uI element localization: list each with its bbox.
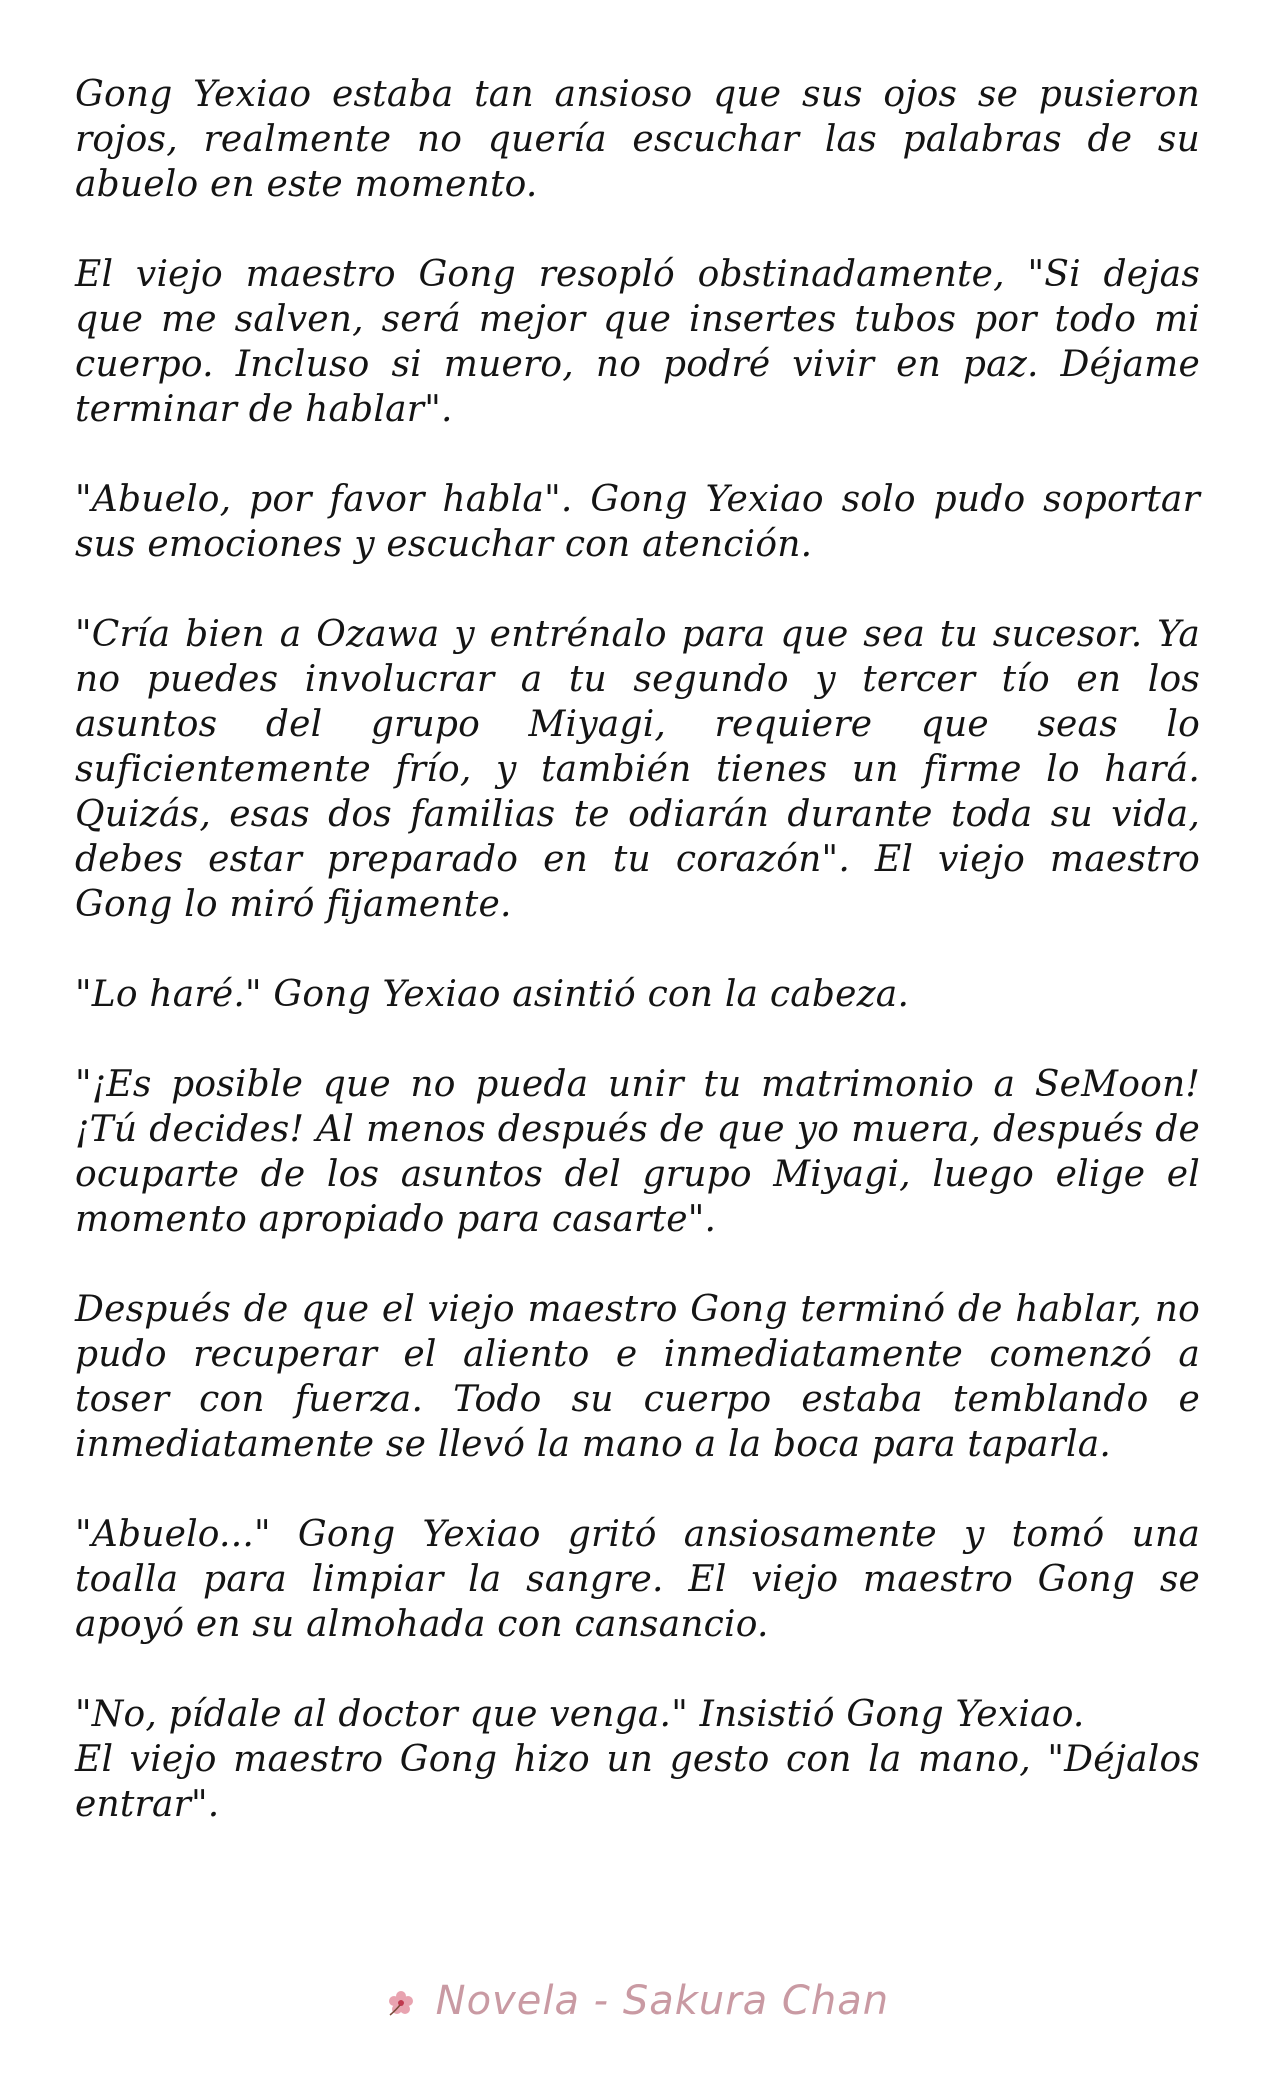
paragraph-9: "No, pídale al doctor que venga." Insistió Gong Yexiao. bbox=[75, 1694, 1085, 1735]
paragraph-5: "Lo haré." Gong Yexiao asintió con la cabeza. bbox=[75, 974, 910, 1015]
paragraph-1: Gong Yexiao estaba tan ansioso que sus ojos se pusieron rojos, realmente no quería escuchar las palabras de su abuelo en este momento. bbox=[75, 74, 1200, 205]
paragraph-3: "Abuelo, por favor habla". Gong Yexiao solo pudo soportar sus emociones y escuchar con atención. bbox=[75, 479, 1200, 565]
document-body bbox=[75, 72, 1200, 1872]
sakura-flower-icon bbox=[386, 1988, 416, 2018]
paragraph-8: "Abuelo..." Gong Yexiao gritó ansiosamente y tomó una toalla para limpiar la sangre. El viejo maestro Gong se apoyó en su almohada con cansancio. bbox=[75, 1514, 1200, 1645]
watermark-footer bbox=[0, 1978, 1275, 2024]
watermark-text: Novela - Sakura Chan bbox=[435, 1978, 890, 2024]
paragraph-2: El viejo maestro Gong resopló obstinadamente, "Si dejas que me salven, será mejor que insertes tubos por todo mi cuerpo. Incluso si muero, no podré vivir en paz. Déjame terminar de hablar". bbox=[75, 254, 1200, 430]
paragraph-7: Después de que el viejo maestro Gong terminó de hablar, no pudo recuperar el aliento e inmediatamente comenzó a toser con fuerza. Todo su cuerpo estaba temblando e inmediatamente se llevó la mano a la boca para taparla. bbox=[75, 1289, 1200, 1465]
paragraph-6: "¡Es posible que no pueda unir tu matrimonio a SeMoon! ¡Tú decides! Al menos después de que yo muera, después de ocuparte de los asuntos del grupo Miyagi, luego elige el momento apropiado para casarte". bbox=[75, 1064, 1200, 1240]
paragraph-10: El viejo maestro Gong hizo un gesto con la mano, "Déjalos entrar". bbox=[75, 1739, 1200, 1825]
paragraph-4: "Cría bien a Ozawa y entrénalo para que sea tu sucesor. Ya no puedes involucrar a tu segundo y tercer tío en los asuntos del grupo Miyagi, requiere que seas lo suficientemente frío, y también tienes un firme lo hará. Quizás, esas dos familias te odiarán durante toda su vida, debes estar preparado en tu corazón". El viejo maestro Gong lo miró fijamente. bbox=[75, 614, 1200, 925]
